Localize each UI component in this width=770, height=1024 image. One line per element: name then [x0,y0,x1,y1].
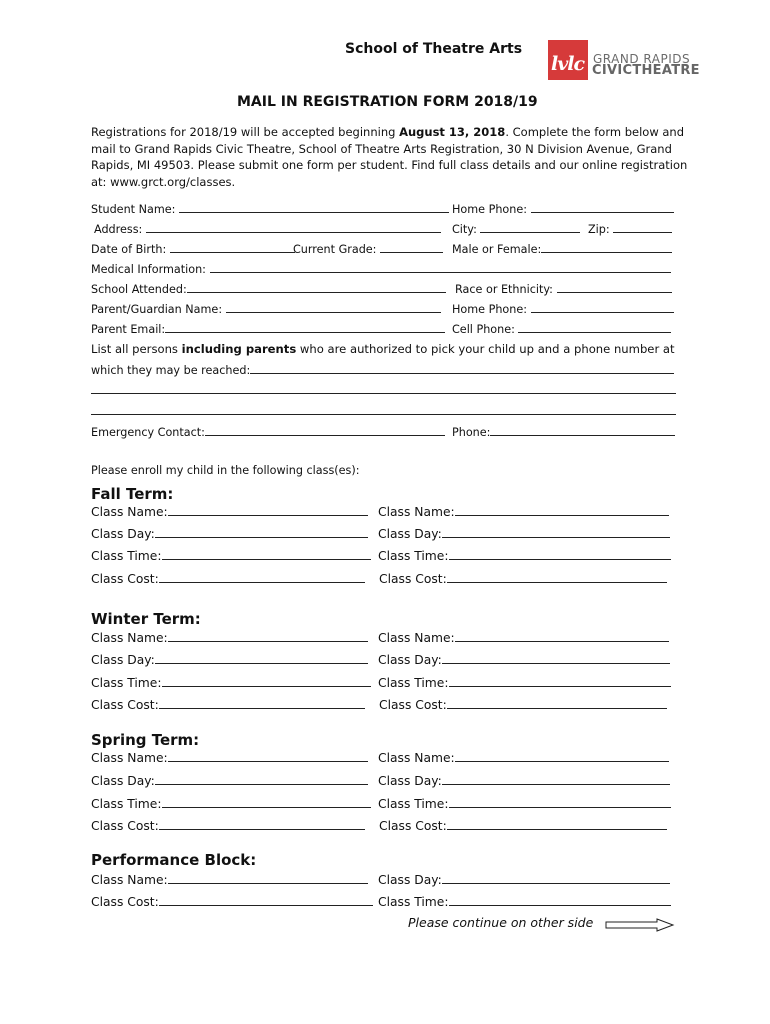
winter-term-heading: Winter Term: [91,610,201,628]
class-day-label: Class Day: [378,873,442,887]
class-name-line[interactable] [455,750,669,762]
emergency-contact-field[interactable] [91,424,445,439]
class-name-label: Class Name: [378,505,455,519]
home-phone-2-field[interactable] [452,301,674,316]
class-day-label: Class Day: [378,653,442,667]
enroll-instructions: Please enroll my child in the following class(es): [91,464,360,477]
class-cost-label: Class Cost: [379,819,447,833]
cell-phone-line[interactable] [518,321,671,333]
student-name-field[interactable] [91,201,449,216]
class-time-label: Class Time: [378,797,449,811]
class-name-line[interactable] [455,504,669,516]
continue-note: Please continue on other side [408,915,594,930]
medical-label: Medical Information: [91,263,206,276]
school-attended-field[interactable] [91,281,446,296]
winter-class-day-2[interactable] [378,652,670,667]
fall-term-heading: Fall Term: [91,485,174,503]
spring-class-day-2[interactable] [378,773,670,788]
class-cost-line[interactable] [447,697,667,709]
gender-field[interactable] [452,241,672,256]
spring-class-cost-1[interactable] [91,818,365,833]
home-phone-field[interactable] [452,201,674,216]
class-cost-line[interactable] [447,818,667,830]
grade-field[interactable] [293,241,443,256]
spring-class-cost-2[interactable] [379,818,667,833]
class-day-line[interactable] [442,652,670,664]
class-cost-label: Class Cost: [91,819,159,833]
form-title: MAIL IN REGISTRATION FORM 2018/19 [237,94,538,110]
pickup-persons-field[interactable] [91,362,674,377]
emergency-label: Emergency Contact: [91,426,205,439]
fall-class-name-1[interactable] [91,504,368,519]
class-name-line[interactable] [168,750,368,762]
spring-term-heading: Spring Term: [91,731,200,749]
class-time-line[interactable] [449,548,671,560]
cell-phone-field[interactable] [452,321,671,336]
performance-class-day[interactable] [378,872,670,887]
student-name-label: Student Name: [91,203,176,216]
winter-class-cost-1[interactable] [91,697,365,712]
home-phone-label: Home Phone: [452,203,528,216]
class-time-line[interactable] [162,548,371,560]
medical-line[interactable] [210,261,671,273]
civic-theatre-logo-mark [548,40,588,80]
gender-label: Male or Female: [452,243,542,256]
dob-field[interactable] [91,241,295,256]
class-name-label: Class Name: [91,631,168,645]
logo-text-top: GRAND RAPIDS [593,52,691,66]
home-phone-2-line[interactable] [531,301,674,313]
school-attended-label: School Attended: [91,283,187,296]
class-cost-label: Class Cost: [91,698,159,712]
city-label: City: [452,223,477,236]
pickup-line-3[interactable] [91,414,676,415]
emergency-phone-field[interactable] [452,424,675,439]
winter-class-cost-2[interactable] [379,697,667,712]
race-line[interactable] [557,281,672,293]
class-day-label: Class Day: [91,653,155,667]
school-title: School of Theatre Arts [345,41,523,57]
class-day-label: Class Day: [91,527,155,541]
class-day-label: Class Day: [91,774,155,788]
home-phone-line[interactable] [531,201,674,213]
class-day-line[interactable] [442,526,670,538]
class-name-label: Class Name: [91,751,168,765]
class-cost-line[interactable] [159,894,373,906]
gender-line[interactable] [541,241,672,253]
emergency-line[interactable] [205,424,445,436]
class-day-line[interactable] [155,652,368,664]
winter-class-name-1[interactable] [91,630,368,645]
class-name-line[interactable] [168,872,368,884]
student-name-line[interactable] [179,201,449,213]
class-day-line[interactable] [155,773,368,785]
guardian-name-field[interactable] [91,301,441,316]
class-name-line[interactable] [168,630,368,642]
logo-text-bottom: CIVICTHEATRE [592,63,700,78]
pickup-line-2[interactable] [91,393,676,394]
fall-class-time-1[interactable] [91,548,371,563]
city-field[interactable] [452,221,580,236]
school-attended-line[interactable] [187,281,446,293]
parent-email-label: Parent Email: [91,323,166,336]
class-day-line[interactable] [155,526,368,538]
dob-line[interactable] [170,241,295,253]
class-time-label: Class Time: [91,797,162,811]
class-day-line[interactable] [442,773,670,785]
spring-class-day-1[interactable] [91,773,368,788]
class-cost-label: Class Cost: [379,698,447,712]
class-time-line[interactable] [449,894,671,906]
fall-class-day-1[interactable] [91,526,368,541]
class-cost-line[interactable] [159,697,365,709]
pickup-instructions [91,342,675,356]
class-time-label: Class Time: [91,549,162,563]
parent-email-line[interactable] [165,321,445,333]
class-day-label: Class Day: [378,774,442,788]
class-name-label: Class Name: [91,505,168,519]
class-cost-line[interactable] [447,571,667,583]
emergency-phone-line[interactable] [490,424,675,436]
class-cost-line[interactable] [159,818,365,830]
zip-label: Zip: [588,223,610,236]
class-time-line[interactable] [162,796,371,808]
spring-class-time-2[interactable] [378,796,671,811]
address-label: Address: [94,223,143,236]
guardian-name-label: Parent/Guardian Name: [91,303,223,316]
class-cost-label: Class Cost: [91,572,159,586]
intro-part2: . Complete the form below and mail to Grand Rapids Civic Theatre, School of Theatre Arts Registration, 30 N Division Avenue, Grand Rapids, MI 49503. Please submit one form per student. Find full class details and our online registration at: www.grct.org/classes. [91,125,688,189]
arrow-right-icon [605,918,675,932]
spring-class-name-2[interactable] [378,750,669,765]
intro-paragraph [91,124,691,190]
pickup-part2: who are authorized to pick your child up and a phone number at [296,342,675,356]
city-line[interactable] [480,221,580,233]
class-name-line[interactable] [455,630,669,642]
class-time-label: Class Time: [91,676,162,690]
pickup-line-1[interactable] [250,362,674,374]
fall-class-cost-2[interactable] [379,571,667,586]
cell-phone-label: Cell Phone: [452,323,515,336]
address-line[interactable] [146,221,441,233]
class-name-label: Class Name: [378,751,455,765]
class-time-line[interactable] [449,675,671,687]
fall-class-time-2[interactable] [378,548,671,563]
class-day-label: Class Day: [378,527,442,541]
parent-email-field[interactable] [91,321,445,336]
spring-class-time-1[interactable] [91,796,371,811]
class-cost-label: Class Cost: [379,572,447,586]
class-name-line[interactable] [168,504,368,516]
medical-field[interactable] [91,261,671,276]
intro-date: August 13, 2018 [399,125,506,139]
class-name-label: Class Name: [378,631,455,645]
winter-class-time-2[interactable] [378,675,671,690]
class-time-line[interactable] [449,796,671,808]
dob-label: Date of Birth: [91,243,167,256]
class-time-label: Class Time: [378,676,449,690]
performance-class-name[interactable] [91,872,368,887]
fall-class-name-2[interactable] [378,504,669,519]
intro-part1: Registrations for 2018/19 will be accepted beginning [91,125,400,139]
home-phone-2-label: Home Phone: [452,303,528,316]
winter-class-day-1[interactable] [91,652,368,667]
class-cost-label: Class Cost: [91,895,159,909]
race-field[interactable] [455,281,672,296]
class-time-label: Class Time: [378,549,449,563]
spring-class-name-1[interactable] [91,750,368,765]
grade-line[interactable] [380,241,443,253]
class-cost-line[interactable] [159,571,365,583]
performance-block-heading: Performance Block: [91,851,257,869]
performance-class-cost[interactable] [91,894,373,909]
fall-class-day-2[interactable] [378,526,670,541]
class-day-line[interactable] [442,872,670,884]
race-label: Race or Ethnicity: [455,283,553,296]
grade-label: Current Grade: [293,243,377,256]
class-time-line[interactable] [162,675,371,687]
class-time-label: Class Time: [378,895,449,909]
performance-class-time[interactable] [378,894,671,909]
class-name-label: Class Name: [91,873,168,887]
guardian-name-line[interactable] [226,301,441,313]
fall-class-cost-1[interactable] [91,571,365,586]
zip-field[interactable] [588,221,672,236]
address-field[interactable] [94,221,441,236]
zip-line[interactable] [613,221,672,233]
pickup-line2-label: which they may be reached: [91,364,251,377]
winter-class-name-2[interactable] [378,630,669,645]
pickup-part1: List all persons [91,342,182,356]
emergency-phone-label: Phone: [452,426,491,439]
pickup-bold: including parents [181,342,297,356]
logo-mark-text: lvlc [551,53,585,75]
winter-class-time-1[interactable] [91,675,371,690]
